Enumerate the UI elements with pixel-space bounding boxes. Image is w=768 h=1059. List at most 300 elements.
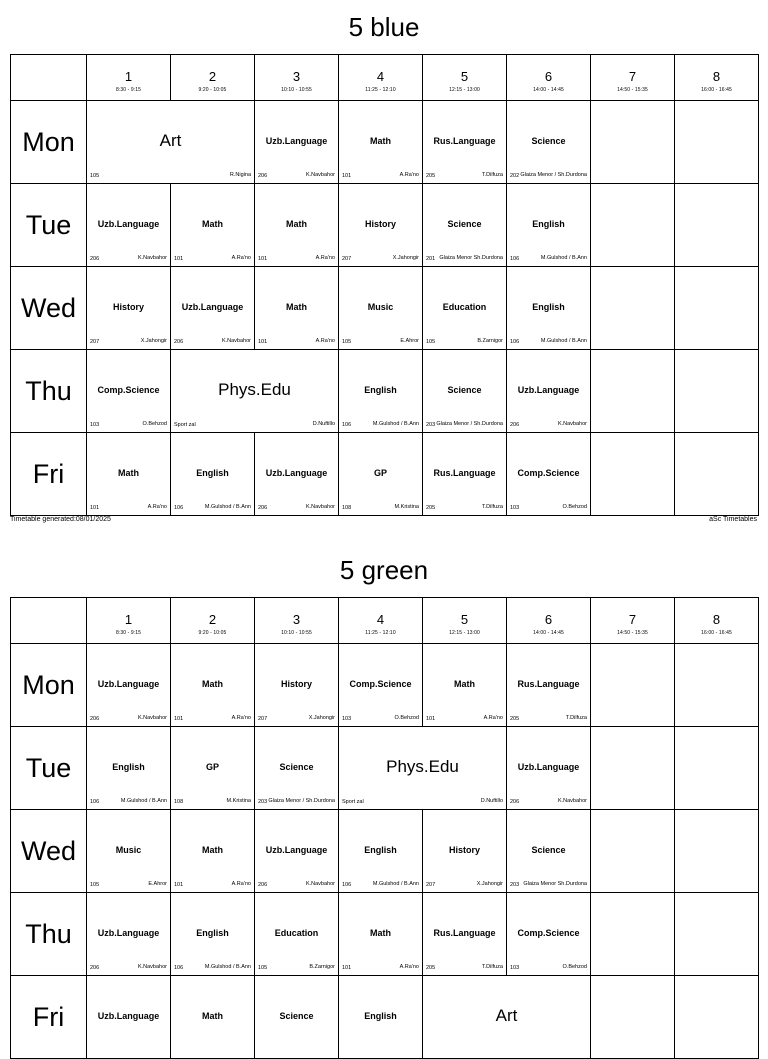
period-number: 4 xyxy=(376,612,385,627)
lesson-room: 101 xyxy=(174,256,184,262)
lesson-subject: Science xyxy=(531,845,566,855)
lesson-room: 207 xyxy=(90,339,100,345)
period-header xyxy=(339,55,423,101)
lesson-room: 101 xyxy=(426,716,436,722)
lesson-room: 206 xyxy=(90,716,100,722)
period-header-row xyxy=(11,598,759,644)
lesson-teacher: K.Navbahor xyxy=(305,172,335,178)
period-number: 5 xyxy=(460,69,469,84)
lesson-room: 103 xyxy=(510,505,520,511)
lesson-subject: Rus.Language xyxy=(433,928,496,938)
day-label: Tue xyxy=(11,184,87,267)
period-time: 14:00 - 14:45 xyxy=(533,87,564,93)
lesson-cell xyxy=(87,184,171,267)
lesson-subject: Math xyxy=(202,679,223,689)
lesson-cell xyxy=(423,433,507,516)
lesson-room: 103 xyxy=(90,422,100,428)
lesson-cell xyxy=(87,893,171,976)
period-header xyxy=(87,598,171,644)
lesson-teacher: K.Navbahor xyxy=(305,504,335,510)
lesson-cell xyxy=(339,727,507,810)
lesson-subject: Phys.Edu xyxy=(386,757,459,776)
empty-cell xyxy=(675,644,759,727)
lesson-subject: GP xyxy=(205,762,219,772)
empty-cell xyxy=(591,267,675,350)
empty-cell xyxy=(591,976,675,1059)
lesson-room: 206 xyxy=(90,256,100,262)
lesson-teacher: A.Ra'no xyxy=(147,504,167,510)
lesson-subject: Uzb.Language xyxy=(517,385,580,395)
period-time: 12:15 - 13:00 xyxy=(449,87,480,93)
day-row xyxy=(11,350,759,433)
period-time: 12:15 - 13:00 xyxy=(449,630,480,636)
lesson-cell xyxy=(339,810,423,893)
timetable-title: 5 blue xyxy=(348,12,420,42)
corner-cell xyxy=(11,55,87,101)
day-label: Thu xyxy=(11,893,87,976)
period-number: 2 xyxy=(208,612,217,627)
lesson-cell xyxy=(255,433,339,516)
lesson-subject: Math xyxy=(454,679,475,689)
lesson-teacher: Glaiza Menor Sh.Durdona xyxy=(523,881,587,887)
lesson-subject: Science xyxy=(447,219,482,229)
lesson-subject: Science xyxy=(279,1011,314,1021)
lesson-teacher: B.Zarnigor xyxy=(309,964,335,970)
lesson-subject: Education xyxy=(274,928,319,938)
lesson-room: 101 xyxy=(258,256,268,262)
period-header xyxy=(507,598,591,644)
lesson-teacher: M.Gulshod / B.Ann xyxy=(120,798,167,804)
lesson-teacher: T.Dilfuza xyxy=(481,504,503,510)
lesson-room: 105 xyxy=(426,339,436,345)
period-header-row xyxy=(11,55,759,101)
period-header xyxy=(423,55,507,101)
lesson-room: 101 xyxy=(342,173,352,179)
lesson-subject: Rus.Language xyxy=(433,136,496,146)
lesson-subject: Math xyxy=(370,928,391,938)
period-number: 7 xyxy=(628,69,637,84)
lesson-room: 206 xyxy=(258,505,268,511)
brand-note: aSc Timetables xyxy=(709,516,757,523)
lesson-subject: Math xyxy=(202,1011,223,1021)
lesson-cell xyxy=(423,810,507,893)
empty-cell xyxy=(675,893,759,976)
period-number: 1 xyxy=(124,612,133,627)
lesson-teacher: K.Navbahor xyxy=(137,964,167,970)
period-number: 8 xyxy=(712,69,721,84)
lesson-room: 207 xyxy=(342,256,352,262)
lesson-subject: History xyxy=(112,302,144,312)
lesson-cell xyxy=(339,644,423,727)
lesson-room: 203 xyxy=(510,882,520,888)
period-time: 14:50 - 15:35 xyxy=(617,630,648,636)
lesson-teacher: B.Zarnigor xyxy=(477,338,503,344)
lesson-subject: Comp.Science xyxy=(349,679,412,689)
period-header xyxy=(87,55,171,101)
lesson-subject: Uzb.Language xyxy=(265,136,328,146)
lesson-teacher: T.Dilfuza xyxy=(481,964,503,970)
period-header xyxy=(675,598,759,644)
lesson-subject: Math xyxy=(286,302,307,312)
lesson-room: 205 xyxy=(426,173,436,179)
day-label: Fri xyxy=(11,433,87,516)
lesson-teacher: D.Nuftillo xyxy=(312,421,335,427)
lesson-teacher: Glaiza Menor / Sh.Durdona xyxy=(436,421,503,427)
lesson-teacher: A.Ra'no xyxy=(231,715,251,721)
lesson-subject: Math xyxy=(370,136,391,146)
lesson-cell xyxy=(507,893,591,976)
lesson-teacher: A.Ra'no xyxy=(231,881,251,887)
period-header xyxy=(591,55,675,101)
lesson-cell xyxy=(87,350,171,433)
lesson-room: 108 xyxy=(342,505,352,511)
period-time: 10:10 - 10:55 xyxy=(281,87,312,93)
lesson-teacher: A.Ra'no xyxy=(231,255,251,261)
lesson-cell xyxy=(423,893,507,976)
lesson-subject: History xyxy=(364,219,396,229)
lesson-subject: English xyxy=(532,302,565,312)
lesson-teacher: A.Ra'no xyxy=(315,338,335,344)
lesson-teacher: X.Jahongir xyxy=(476,881,503,887)
empty-cell xyxy=(591,350,675,433)
empty-cell xyxy=(591,727,675,810)
lesson-subject: Education xyxy=(442,302,487,312)
lesson-cell xyxy=(255,644,339,727)
lesson-subject: Math xyxy=(118,468,139,478)
lesson-room: 101 xyxy=(174,716,184,722)
day-label: Mon xyxy=(11,644,87,727)
empty-cell xyxy=(591,893,675,976)
lesson-room: 202 xyxy=(510,173,520,179)
lesson-room: 206 xyxy=(258,882,268,888)
lesson-room: 206 xyxy=(174,339,184,345)
empty-cell xyxy=(675,433,759,516)
lesson-room: 203 xyxy=(258,799,268,805)
lesson-subject: Uzb.Language xyxy=(97,928,160,938)
lesson-cell xyxy=(87,810,171,893)
period-time: 16:00 - 16:45 xyxy=(701,630,732,636)
period-time: 9:20 - 10:05 xyxy=(198,630,227,636)
period-number: 1 xyxy=(124,69,133,84)
lesson-subject: Rus.Language xyxy=(517,679,580,689)
lesson-subject: English xyxy=(364,1011,397,1021)
lesson-cell xyxy=(339,267,423,350)
period-time: 11:25 - 12:10 xyxy=(365,87,396,93)
lesson-subject: Math xyxy=(202,845,223,855)
lesson-room: Sport zal xyxy=(174,422,196,428)
lesson-cell xyxy=(339,101,423,184)
lesson-teacher: K.Navbahor xyxy=(137,255,167,261)
period-number: 2 xyxy=(208,69,217,84)
lesson-cell xyxy=(255,101,339,184)
lesson-subject: Math xyxy=(286,219,307,229)
day-row xyxy=(11,184,759,267)
lesson-subject: Science xyxy=(279,762,314,772)
lesson-cell xyxy=(423,976,591,1059)
lesson-teacher: K.Navbahor xyxy=(557,798,587,804)
timetable-grid xyxy=(10,54,759,516)
empty-cell xyxy=(675,976,759,1059)
lesson-teacher: E.Ahror xyxy=(400,338,419,344)
lesson-teacher: M.Gulshod / B.Ann xyxy=(540,255,587,261)
period-header xyxy=(171,55,255,101)
timetable-title: 5 green xyxy=(339,555,429,585)
lesson-teacher: K.Navbahor xyxy=(305,881,335,887)
lesson-teacher: A.Ra'no xyxy=(483,715,503,721)
lesson-cell xyxy=(171,350,339,433)
lesson-room: 101 xyxy=(90,505,100,511)
lesson-room: 106 xyxy=(174,965,184,971)
lesson-room: 103 xyxy=(510,965,520,971)
day-label: Mon xyxy=(11,101,87,184)
lesson-subject: Music xyxy=(115,845,142,855)
lesson-teacher: T.Dilfuza xyxy=(481,172,503,178)
lesson-teacher: O.Behzod xyxy=(562,504,587,510)
lesson-cell xyxy=(507,350,591,433)
period-header xyxy=(255,55,339,101)
lesson-cell xyxy=(171,184,255,267)
lesson-cell xyxy=(507,267,591,350)
lesson-cell xyxy=(171,810,255,893)
period-header xyxy=(171,598,255,644)
lesson-teacher: Glaiza Menor / Sh.Durdona xyxy=(268,798,335,804)
lesson-room: 205 xyxy=(426,505,436,511)
period-number: 6 xyxy=(544,612,553,627)
lesson-cell xyxy=(507,433,591,516)
lesson-subject: English xyxy=(364,385,397,395)
lesson-cell xyxy=(507,810,591,893)
period-number: 3 xyxy=(292,612,301,627)
lesson-cell xyxy=(339,350,423,433)
lesson-teacher: M.Kristina xyxy=(394,504,419,510)
lesson-room: 205 xyxy=(426,965,436,971)
lesson-teacher: O.Behzod xyxy=(562,964,587,970)
day-label: Thu xyxy=(11,350,87,433)
lesson-subject: Phys.Edu xyxy=(218,380,291,399)
lesson-teacher: T.Dilfuza xyxy=(565,715,587,721)
empty-cell xyxy=(591,184,675,267)
lesson-subject: English xyxy=(532,219,565,229)
lesson-subject: Uzb.Language xyxy=(181,302,244,312)
lesson-subject: Uzb.Language xyxy=(97,1011,160,1021)
empty-cell xyxy=(591,101,675,184)
period-header xyxy=(423,598,507,644)
lesson-room: 206 xyxy=(258,173,268,179)
lesson-subject: History xyxy=(448,845,480,855)
lesson-cell xyxy=(339,184,423,267)
lesson-subject: GP xyxy=(373,468,387,478)
lesson-room: 101 xyxy=(258,339,268,345)
period-header xyxy=(675,55,759,101)
corner-cell xyxy=(11,598,87,644)
lesson-room: 206 xyxy=(510,422,520,428)
lesson-subject: English xyxy=(364,845,397,855)
day-row xyxy=(11,727,759,810)
lesson-subject: English xyxy=(196,928,229,938)
lesson-room: 203 xyxy=(426,422,436,428)
lesson-cell xyxy=(87,267,171,350)
lesson-cell xyxy=(87,976,171,1059)
lesson-room: 106 xyxy=(510,339,520,345)
lesson-teacher: M.Gulshod / B.Ann xyxy=(204,964,251,970)
period-time: 8:30 - 9:15 xyxy=(115,630,141,636)
lesson-room: 205 xyxy=(510,716,520,722)
lesson-room: 106 xyxy=(342,882,352,888)
lesson-cell xyxy=(255,184,339,267)
empty-cell xyxy=(591,433,675,516)
day-row xyxy=(11,644,759,727)
lesson-cell xyxy=(171,644,255,727)
empty-cell xyxy=(675,101,759,184)
lesson-cell xyxy=(507,101,591,184)
day-row xyxy=(11,893,759,976)
lesson-room: 207 xyxy=(426,882,436,888)
empty-cell xyxy=(675,184,759,267)
period-time: 11:25 - 12:10 xyxy=(365,630,396,636)
lesson-subject: Rus.Language xyxy=(433,468,496,478)
lesson-subject: History xyxy=(280,679,312,689)
period-number: 6 xyxy=(544,69,553,84)
period-time: 8:30 - 9:15 xyxy=(115,87,141,93)
lesson-cell xyxy=(255,810,339,893)
lesson-subject: English xyxy=(196,468,229,478)
lesson-cell xyxy=(423,101,507,184)
lesson-cell xyxy=(423,350,507,433)
lesson-teacher: M.Gulshod / B.Ann xyxy=(204,504,251,510)
period-time: 16:00 - 16:45 xyxy=(701,87,732,93)
lesson-teacher: M.Gulshod / B.Ann xyxy=(372,421,419,427)
empty-cell xyxy=(675,810,759,893)
lesson-teacher: X.Jahongir xyxy=(308,715,335,721)
lesson-cell xyxy=(171,267,255,350)
day-row xyxy=(11,433,759,516)
lesson-cell xyxy=(87,433,171,516)
lesson-subject: Comp.Science xyxy=(517,928,580,938)
lesson-cell xyxy=(255,893,339,976)
lesson-teacher: E.Ahror xyxy=(148,881,167,887)
period-header xyxy=(339,598,423,644)
lesson-subject: English xyxy=(112,762,145,772)
lesson-room: 105 xyxy=(342,339,352,345)
lesson-subject: Science xyxy=(531,136,566,146)
lesson-cell xyxy=(507,184,591,267)
day-row xyxy=(11,810,759,893)
empty-cell xyxy=(675,267,759,350)
lesson-teacher: A.Ra'no xyxy=(399,172,419,178)
empty-cell xyxy=(591,644,675,727)
lesson-teacher: Glaiza Menor Sh.Durdona xyxy=(439,255,503,261)
lesson-cell xyxy=(255,727,339,810)
lesson-subject: Uzb.Language xyxy=(97,679,160,689)
lesson-teacher: X.Jahongir xyxy=(392,255,419,261)
lesson-subject: Uzb.Language xyxy=(265,845,328,855)
lesson-teacher: M.Gulshod / B.Ann xyxy=(540,338,587,344)
empty-cell xyxy=(675,727,759,810)
lesson-cell xyxy=(339,976,423,1059)
lesson-room: 105 xyxy=(90,882,100,888)
timetable-grid xyxy=(10,597,759,1059)
period-number: 8 xyxy=(712,612,721,627)
period-number: 3 xyxy=(292,69,301,84)
lesson-room: 106 xyxy=(90,799,100,805)
day-label: Wed xyxy=(11,267,87,350)
lesson-cell xyxy=(507,727,591,810)
lesson-subject: Comp.Science xyxy=(97,385,160,395)
period-number: 5 xyxy=(460,612,469,627)
lesson-room: 206 xyxy=(90,965,100,971)
lesson-cell xyxy=(87,101,255,184)
day-label: Fri xyxy=(11,976,87,1059)
lesson-teacher: R.Nigina xyxy=(229,172,251,178)
lesson-subject: Uzb.Language xyxy=(265,468,328,478)
period-time: 14:00 - 14:45 xyxy=(533,630,564,636)
lesson-subject: Art xyxy=(495,1006,518,1025)
lesson-room: 201 xyxy=(426,256,436,262)
day-row xyxy=(11,101,759,184)
lesson-subject: Art xyxy=(159,131,182,150)
lesson-subject: Uzb.Language xyxy=(517,762,580,772)
lesson-subject: Music xyxy=(367,302,394,312)
empty-cell xyxy=(591,810,675,893)
lesson-room: 106 xyxy=(174,505,184,511)
lesson-room: Sport zal xyxy=(342,799,364,805)
lesson-room: 206 xyxy=(510,799,520,805)
lesson-cell xyxy=(339,893,423,976)
lesson-room: 106 xyxy=(510,256,520,262)
lesson-teacher: A.Ra'no xyxy=(315,255,335,261)
lesson-subject: Comp.Science xyxy=(517,468,580,478)
lesson-subject: Science xyxy=(447,385,482,395)
period-time: 9:20 - 10:05 xyxy=(198,87,227,93)
day-label: Wed xyxy=(11,810,87,893)
lesson-room: 105 xyxy=(90,173,100,179)
lesson-teacher: O.Behzod xyxy=(394,715,419,721)
lesson-cell xyxy=(423,184,507,267)
lesson-cell xyxy=(339,433,423,516)
lesson-room: 106 xyxy=(342,422,352,428)
lesson-cell xyxy=(171,976,255,1059)
period-header xyxy=(591,598,675,644)
lesson-teacher: M.Gulshod / B.Ann xyxy=(372,881,419,887)
lesson-subject: Uzb.Language xyxy=(97,219,160,229)
lesson-teacher: K.Navbahor xyxy=(137,715,167,721)
period-time: 10:10 - 10:55 xyxy=(281,630,312,636)
lesson-room: 103 xyxy=(342,716,352,722)
lesson-room: 105 xyxy=(258,965,268,971)
lesson-teacher: K.Navbahor xyxy=(221,338,251,344)
lesson-teacher: K.Navbahor xyxy=(557,421,587,427)
lesson-teacher: A.Ra'no xyxy=(399,964,419,970)
lesson-room: 108 xyxy=(174,799,184,805)
lesson-cell xyxy=(423,644,507,727)
period-number: 4 xyxy=(376,69,385,84)
lesson-teacher: X.Jahongir xyxy=(140,338,167,344)
lesson-room: 207 xyxy=(258,716,268,722)
period-time: 14:50 - 15:35 xyxy=(617,87,648,93)
lesson-teacher: Glaiza Menor / Sh.Durdona xyxy=(520,172,587,178)
lesson-cell xyxy=(423,267,507,350)
day-row xyxy=(11,267,759,350)
period-number: 7 xyxy=(628,612,637,627)
lesson-cell xyxy=(171,893,255,976)
lesson-cell xyxy=(507,644,591,727)
day-label: Tue xyxy=(11,727,87,810)
lesson-teacher: M.Kristina xyxy=(226,798,251,804)
lesson-cell xyxy=(255,976,339,1059)
lesson-cell xyxy=(87,644,171,727)
period-header xyxy=(507,55,591,101)
lesson-subject: Math xyxy=(202,219,223,229)
